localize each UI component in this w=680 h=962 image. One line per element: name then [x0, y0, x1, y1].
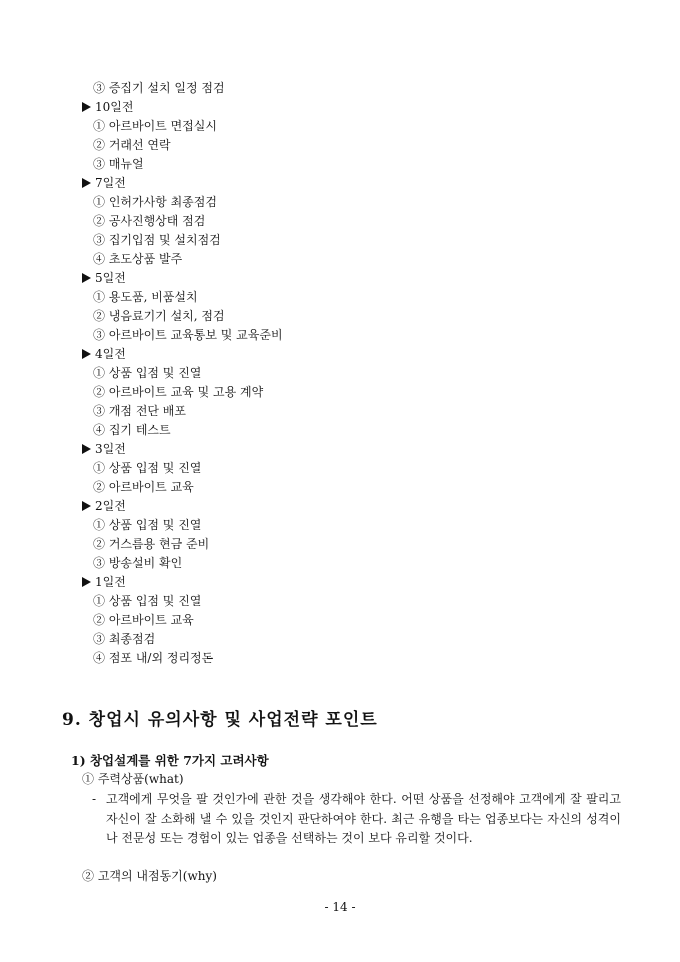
triangle-bullet-icon [82, 273, 91, 283]
schedule-task-item: ② 아르바이트 교육 [93, 613, 194, 627]
schedule-task-item: ① 용도품, 비품설치 [93, 290, 198, 304]
schedule-task-item: ④ 초도상품 발주 [93, 252, 183, 266]
schedule-task-item: ② 거래선 연락 [93, 138, 171, 152]
paragraph-text: 고객에게 무엇을 팔 것인가에 관한 것을 생각해야 한다. 어떤 상품을 선정해야 고객에게 잘 팔리고 자신이 잘 소화해 낼 수 있을 것인지 판단하여야 한다. 최근 유행을 타는 업종보다는 자신의 성격이나 전문성 또는 경험이 있는 업종을 선택하는 것이 보다 유리할 것이다. [106, 792, 621, 845]
schedule-day-header [82, 440, 126, 458]
triangle-bullet-icon [82, 349, 91, 359]
schedule-task-item: ② 냉음료기기 설치, 점검 [93, 309, 225, 323]
schedule-task-item: ① 상품 입점 및 진열 [93, 518, 202, 532]
schedule-day-label: 2일전 [95, 499, 126, 513]
schedule-day-header [82, 269, 126, 287]
schedule-task-item: ③ 집기입점 및 설치점검 [93, 233, 221, 247]
triangle-bullet-icon [82, 577, 91, 587]
schedule-task-item: ② 거스름용 현금 준비 [93, 537, 210, 551]
point-customer-motive: ② 고객의 내점동기(why) [82, 869, 217, 883]
schedule-task-item: ③ 증집기 설치 일정 점검 [93, 81, 225, 95]
schedule-task-item: ③ 아르바이트 교육통보 및 교육준비 [93, 328, 283, 342]
schedule-task-item: ① 상품 입점 및 진열 [93, 461, 202, 475]
schedule-day-label: 10일전 [95, 100, 134, 114]
schedule-day-header [82, 98, 133, 116]
schedule-task-item: ① 아르바이트 면접실시 [93, 119, 217, 133]
schedule-task-item: ① 인허가사항 최종점검 [93, 195, 217, 209]
schedule-task-item: ③ 최종점검 [93, 632, 156, 646]
schedule-day-label: 5일전 [95, 271, 126, 285]
schedule-day-label: 4일전 [95, 347, 126, 361]
schedule-task-item: ① 상품 입점 및 진열 [93, 594, 202, 608]
subsection-title: 1) 창업설계를 위한 7가지 고려사항 [71, 753, 269, 768]
schedule-task-item: ② 공사진행상태 점검 [93, 214, 206, 228]
schedule-task-item: ② 아르바이트 교육 및 고용 계약 [93, 385, 264, 399]
triangle-bullet-icon [82, 444, 91, 454]
page-number: - 14 - [324, 900, 356, 914]
schedule-day-header [82, 573, 126, 591]
schedule-day-header [82, 497, 126, 515]
schedule-day-label: 7일전 [95, 176, 126, 190]
schedule-task-item: ① 상품 입점 및 진열 [93, 366, 202, 380]
schedule-task-item: ② 아르바이트 교육 [93, 480, 194, 494]
triangle-bullet-icon [82, 102, 91, 112]
dash-bullet: - [92, 792, 97, 806]
schedule-day-label: 1일전 [95, 575, 126, 589]
schedule-task-item: ④ 집기 테스트 [93, 423, 171, 437]
main-product-paragraph [92, 790, 621, 849]
section-title: 9. 창업시 유의사항 및 사업전략 포인트 [62, 710, 378, 730]
schedule-task-item: ③ 매뉴얼 [93, 157, 144, 171]
schedule-task-item: ③ 개점 전단 배포 [93, 404, 186, 418]
schedule-day-header [82, 174, 126, 192]
triangle-bullet-icon [82, 178, 91, 188]
schedule-day-label: 3일전 [95, 442, 126, 456]
triangle-bullet-icon [82, 501, 91, 511]
schedule-task-item: ④ 점포 내/외 정리정돈 [93, 651, 214, 665]
schedule-task-item: ③ 방송설비 확인 [93, 556, 183, 570]
schedule-day-header [82, 345, 126, 363]
point-main-product: ① 주력상품(what) [82, 772, 184, 786]
